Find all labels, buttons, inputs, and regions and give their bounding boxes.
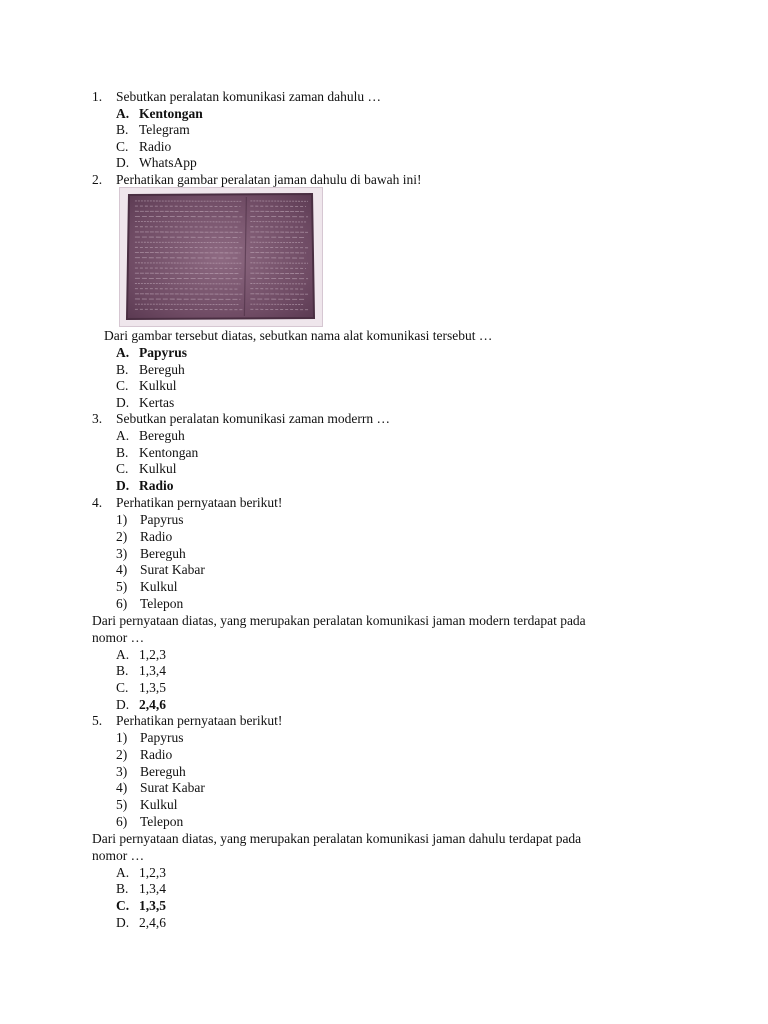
option-letter: C. <box>116 138 129 154</box>
statement-number: 5) <box>116 579 128 594</box>
option-text: Bereguh <box>139 428 185 443</box>
statement-number: 2) <box>116 528 128 544</box>
question-1 <box>92 89 382 106</box>
option-b <box>116 881 166 898</box>
question-number: 5. <box>92 713 103 728</box>
statement-number: 1) <box>116 512 128 527</box>
option-letter: C. <box>116 898 130 913</box>
statement-item <box>116 764 186 781</box>
option-d <box>116 914 166 932</box>
statement-number: 6) <box>116 595 128 611</box>
statement-item <box>116 797 178 814</box>
option-text: 1,2,3 <box>139 864 166 880</box>
statement-item <box>116 579 178 596</box>
option-a <box>116 105 203 123</box>
statement-text: Bereguh <box>140 545 186 561</box>
statement-number: 3) <box>116 764 128 779</box>
option-text: Kentongan <box>139 105 203 121</box>
option-letter: D. <box>116 155 130 170</box>
option-letter: B. <box>116 361 129 377</box>
option-letter: D. <box>116 478 130 493</box>
question-5 <box>92 713 283 730</box>
statement-number: 2) <box>116 747 128 762</box>
option-letter: C. <box>116 378 129 393</box>
question-prompt-continued: nomor … <box>92 847 145 863</box>
option-b <box>116 663 166 680</box>
option-text: 1,3,4 <box>139 663 166 678</box>
statement-number: 4) <box>116 562 128 577</box>
question-3 <box>92 411 391 428</box>
question-prompt-continued: nomor … <box>92 630 145 645</box>
option-c <box>116 461 177 478</box>
option-letter: B. <box>116 881 129 896</box>
option-letter: B. <box>116 663 129 678</box>
statement-text: Surat Kabar <box>140 562 205 577</box>
option-d <box>116 478 174 495</box>
option-text: 1,3,5 <box>139 898 166 913</box>
option-letter: A. <box>116 105 130 121</box>
statement-number: 5) <box>116 797 128 812</box>
option-d <box>116 696 166 714</box>
papyrus-illustration <box>123 191 318 322</box>
option-c <box>116 378 177 395</box>
option-letter: D. <box>116 394 130 410</box>
option-d <box>116 394 175 412</box>
option-letter: A. <box>116 428 130 443</box>
option-letter: B. <box>116 444 129 460</box>
question-number: 3. <box>92 411 103 426</box>
question-text: Perhatikan gambar peralatan jaman dahulu di bawah ini! <box>116 172 422 187</box>
question-4 <box>92 495 283 512</box>
option-text: 2,4,6 <box>139 914 166 930</box>
papyrus-scroll-image <box>119 187 323 327</box>
option-text: Papyrus <box>139 345 188 360</box>
statement-number: 3) <box>116 545 128 561</box>
statement-text: Radio <box>140 528 173 544</box>
statement-text: Telepon <box>140 595 184 611</box>
option-text: 1,3,4 <box>139 881 166 896</box>
option-text: Kertas <box>139 394 175 410</box>
statement-text: Telepon <box>140 814 184 829</box>
question-text: Sebutkan peralatan komunikasi zaman moderrn … <box>116 411 391 426</box>
statement-text: Kulkul <box>140 797 178 812</box>
question-number: 1. <box>92 89 103 104</box>
option-text: 2,4,6 <box>139 696 166 712</box>
option-text: Radio <box>139 138 172 154</box>
statement-item <box>116 747 173 764</box>
option-c <box>116 898 166 915</box>
option-c <box>116 138 172 156</box>
statement-item <box>116 595 184 613</box>
option-text: 1,2,3 <box>139 646 166 662</box>
question-text: Sebutkan peralatan komunikasi zaman dahulu … <box>116 89 382 104</box>
option-text: Telegram <box>139 122 190 137</box>
statement-text: Kulkul <box>140 579 178 594</box>
question-number: 4. <box>92 495 103 510</box>
option-letter: A. <box>116 345 130 360</box>
option-letter: C. <box>116 461 129 476</box>
question-number: 2. <box>92 172 103 187</box>
question-prompt: Dari pernyataan diatas, yang merupakan peralatan komunikasi jaman modern terdapat pada <box>92 613 586 628</box>
option-a <box>116 864 166 882</box>
option-letter: A. <box>116 864 130 880</box>
option-text: WhatsApp <box>139 155 197 170</box>
statement-item <box>116 780 205 797</box>
statement-item <box>116 528 173 546</box>
option-text: 1,3,5 <box>139 680 166 695</box>
statement-number: 6) <box>116 814 128 829</box>
statement-item <box>116 814 184 831</box>
option-b <box>116 361 185 379</box>
option-text: Kulkul <box>139 461 177 476</box>
statement-number: 4) <box>116 780 128 795</box>
option-d <box>116 155 197 172</box>
statement-item <box>116 562 205 579</box>
option-b <box>116 122 190 139</box>
statement-number: 1) <box>116 730 128 745</box>
option-a <box>116 646 166 664</box>
option-letter: A. <box>116 646 130 662</box>
statement-text: Radio <box>140 747 173 762</box>
question-2-followup: Dari gambar tersebut diatas, sebutkan nama alat komunikasi tersebut … <box>104 328 493 343</box>
option-letter: B. <box>116 122 129 137</box>
statement-item <box>116 730 184 747</box>
statement-text: Surat Kabar <box>140 780 205 795</box>
option-text: Bereguh <box>139 361 185 377</box>
question-prompt: Dari pernyataan diatas, yang merupakan peralatan komunikasi jaman dahulu terdapat pada <box>92 830 582 846</box>
option-text: Kentongan <box>139 444 199 460</box>
statement-item <box>116 512 184 529</box>
option-letter: D. <box>116 914 130 930</box>
statement-text: Papyrus <box>140 512 184 527</box>
option-a <box>116 428 185 445</box>
option-c <box>116 680 166 697</box>
statement-text: Bereguh <box>140 764 186 779</box>
option-letter: D. <box>116 696 130 712</box>
statement-text: Papyrus <box>140 730 184 745</box>
option-letter: C. <box>116 680 129 695</box>
option-text: Radio <box>139 478 174 493</box>
question-text: Perhatikan pernyataan berikut! <box>116 495 283 510</box>
question-text: Perhatikan pernyataan berikut! <box>116 713 283 728</box>
option-b <box>116 444 199 462</box>
statement-item <box>116 545 186 563</box>
option-text: Kulkul <box>139 378 177 393</box>
question-2 <box>92 172 422 189</box>
option-a <box>116 345 188 362</box>
